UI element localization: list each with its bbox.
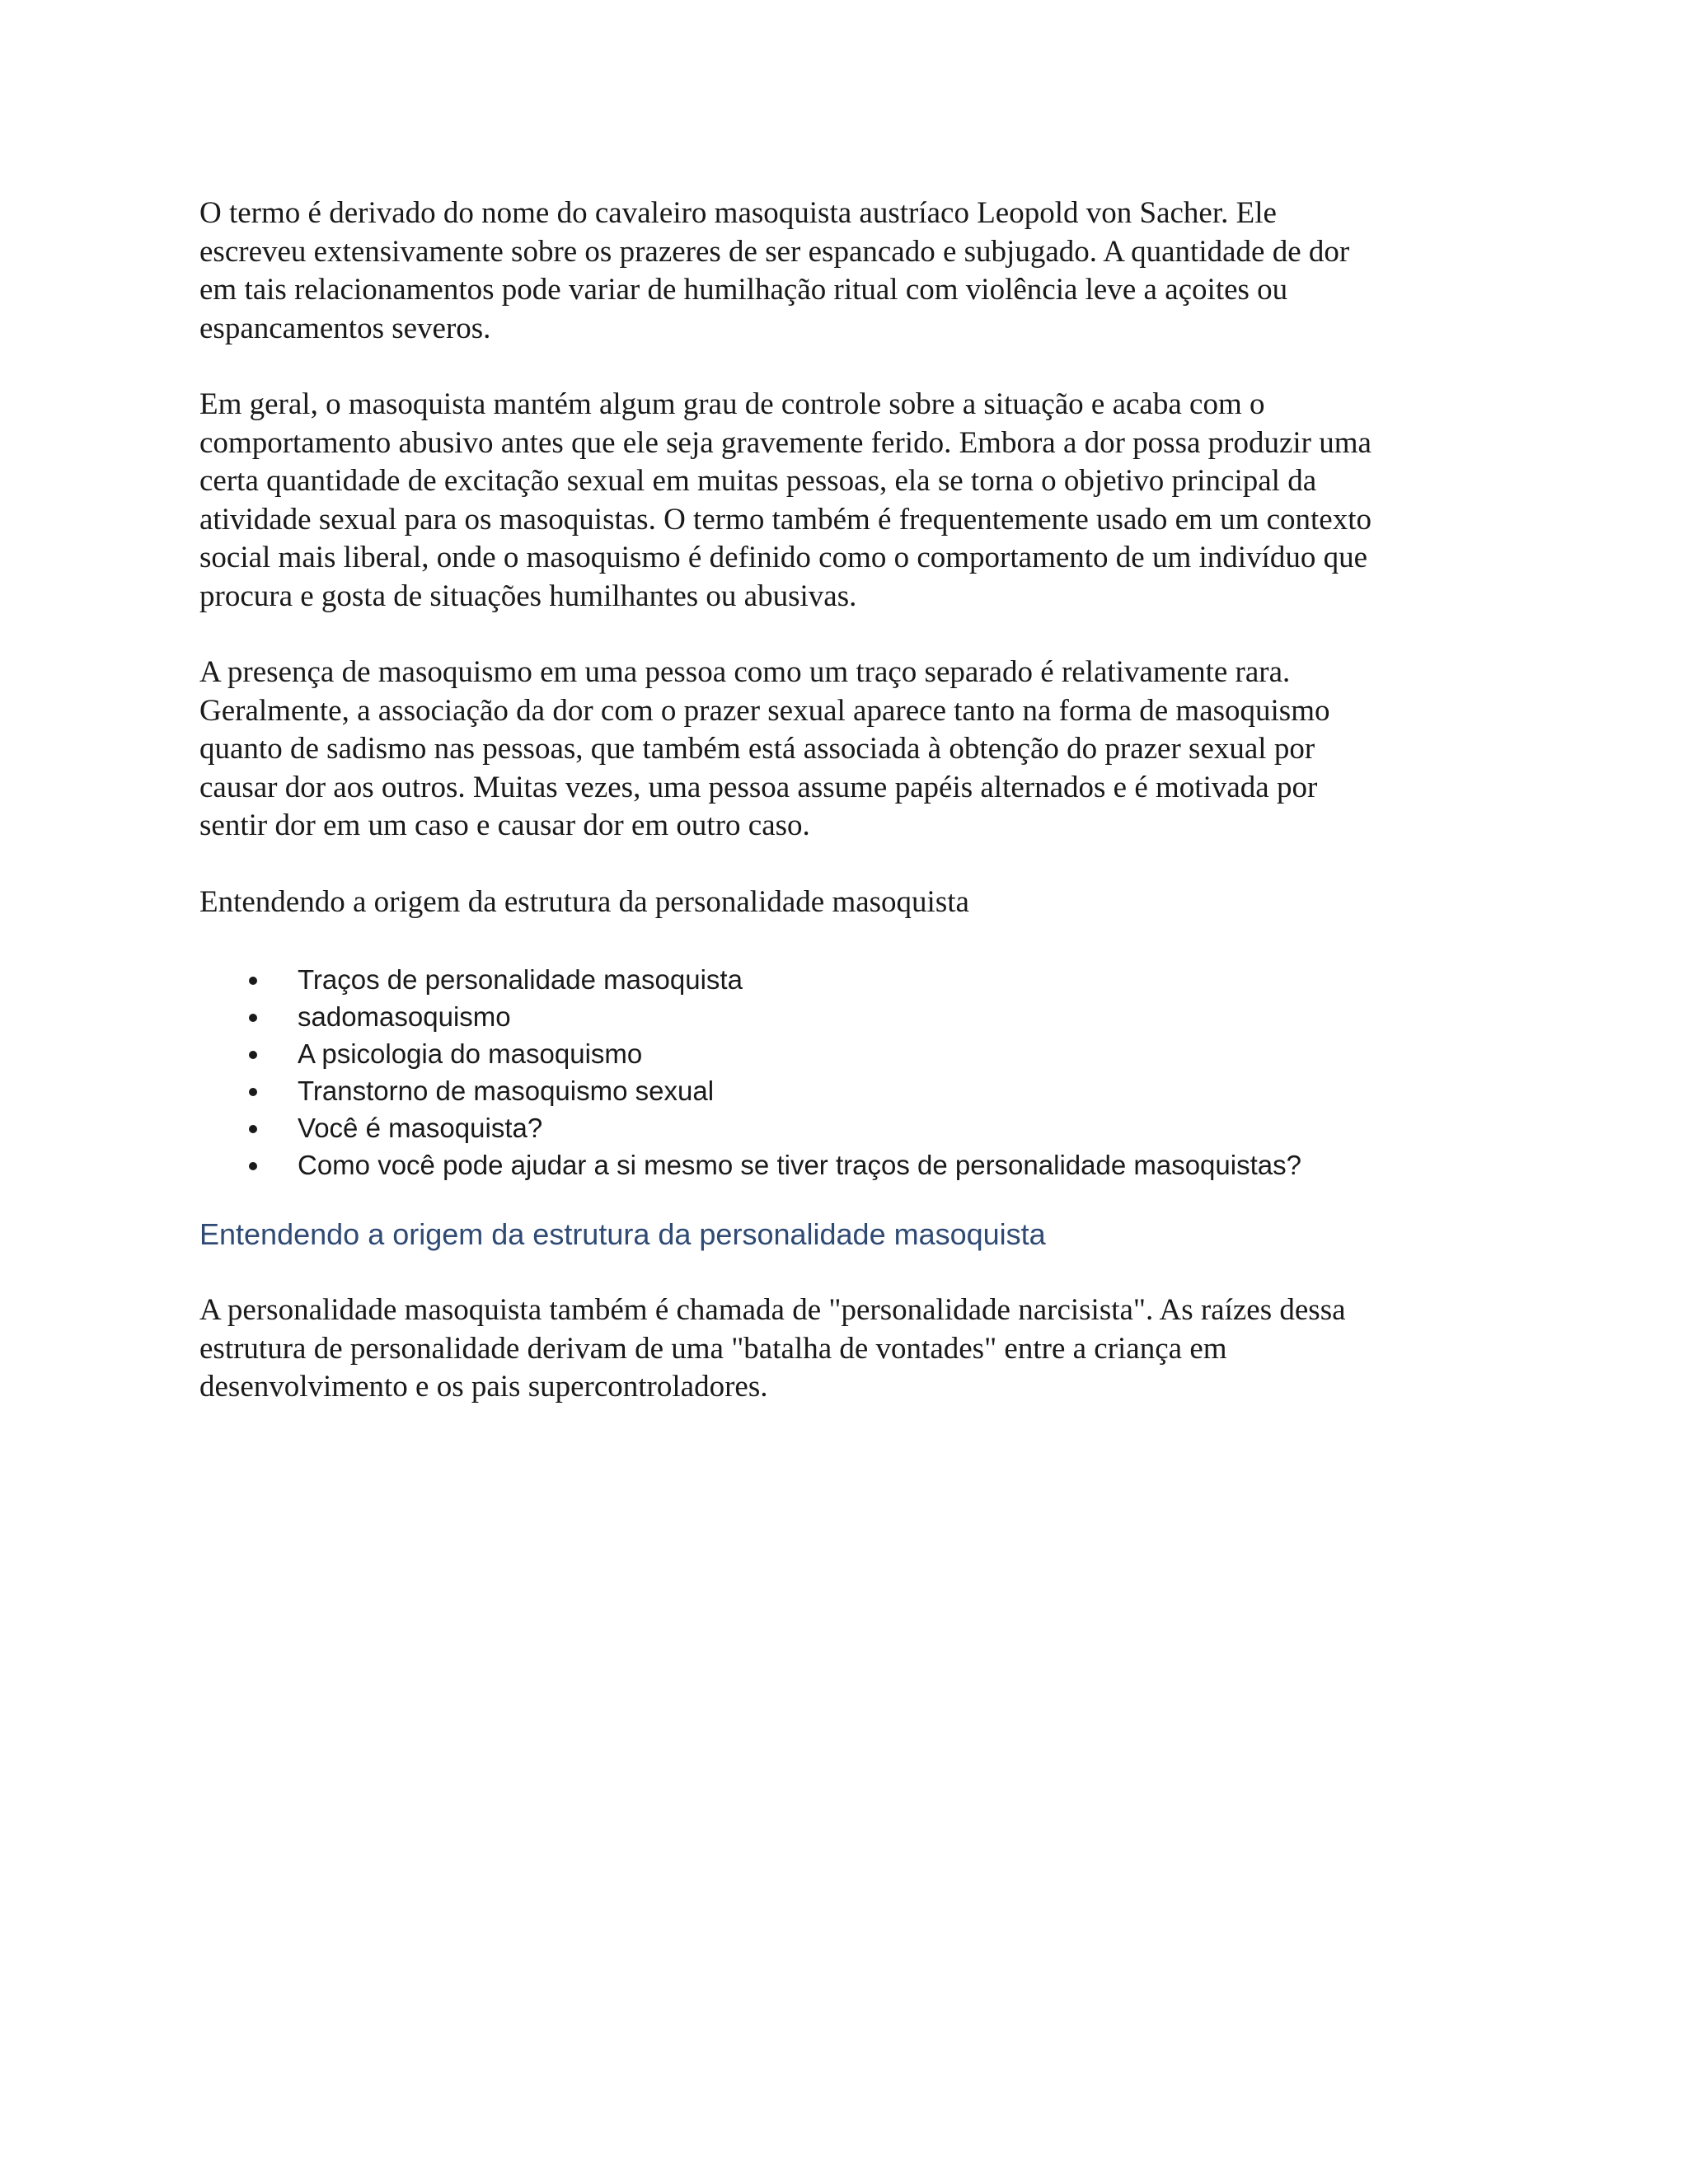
paragraph-control bbox=[199, 386, 1485, 616]
text-line: sentir dor em um caso e causar dor em outro caso. bbox=[199, 808, 810, 842]
text-line: social mais liberal, onde o masoquismo é definido como o comportamento de um indivíduo que bbox=[199, 541, 1368, 574]
text-line: causar dor aos outros. Muitas vezes, uma pessoa assume papéis alternados e é motivada por bbox=[199, 770, 1318, 804]
toc-item[interactable] bbox=[199, 1109, 1485, 1146]
toc-item[interactable] bbox=[199, 961, 1485, 998]
toc-item[interactable] bbox=[199, 1146, 1485, 1183]
paragraph-origin-of-term bbox=[199, 194, 1485, 348]
text-line: Geralmente, a associação da dor com o prazer sexual aparece tanto na forma de masoquismo bbox=[199, 693, 1330, 728]
bullet-icon bbox=[249, 1014, 257, 1022]
toc-item-label: sadomasoquismo bbox=[298, 1001, 511, 1032]
toc-item[interactable] bbox=[199, 998, 1485, 1035]
section-heading: Entendendo a origem da estrutura da personalidade masoquista bbox=[199, 1217, 1046, 1251]
text-line: em tais relacionamentos pode variar de humilhação ritual com violência leve a açoites ou bbox=[199, 273, 1288, 307]
bullet-icon bbox=[249, 1125, 257, 1133]
text-line: escreveu extensivamente sobre os prazeres de ser espancado e subjugado. A quantidade de dor bbox=[199, 234, 1350, 269]
text-line: desenvolvimento e os pais supercontroladores. bbox=[199, 1370, 768, 1404]
text-line: estrutura de personalidade derivam de uma "batalha de vontades" entre a criança em bbox=[199, 1331, 1227, 1366]
toc-item-label: A psicologia do masoquismo bbox=[298, 1038, 643, 1069]
text-line: atividade sexual para os masoquistas. O termo também é frequentemente usado em um contexto bbox=[199, 502, 1372, 537]
text-line: quanto de sadismo nas pessoas, que também está associada à obtenção do prazer sexual por bbox=[199, 732, 1315, 766]
toc-list bbox=[199, 961, 1485, 1183]
text-line: A presença de masoquismo em uma pessoa como um traço separado é relativamente rara. bbox=[199, 655, 1291, 689]
toc-item[interactable] bbox=[199, 1035, 1485, 1072]
toc-intro-text: Entendendo a origem da estrutura da personalidade masoquista bbox=[199, 884, 969, 919]
text-line: comportamento abusivo antes que ele seja gravemente ferido. Embora a dor possa produzir uma bbox=[199, 425, 1372, 460]
bullet-icon bbox=[249, 1051, 257, 1059]
text-line: A personalidade masoquista também é chamada de "personalidade narcisista". As raízes dessa bbox=[199, 1293, 1346, 1327]
bullet-icon bbox=[249, 1162, 257, 1170]
toc-item-label: Transtorno de masoquismo sexual bbox=[298, 1076, 715, 1106]
text-line: espancamentos severos. bbox=[199, 311, 491, 345]
toc-item[interactable] bbox=[199, 1072, 1485, 1109]
bullet-icon bbox=[249, 977, 257, 985]
text-line: procura e gosta de situações humilhantes ou abusivas. bbox=[199, 579, 857, 613]
text-line: certa quantidade de excitação sexual em muitas pessoas, ela se torna o objetivo principal da bbox=[199, 464, 1317, 498]
toc-item-label: Como você pode ajudar a si mesmo se tiver traços de personalidade masoquistas? bbox=[298, 1150, 1301, 1180]
toc-item-label: Você é masoquista? bbox=[298, 1113, 543, 1143]
paragraph-presence bbox=[199, 654, 1485, 846]
bullet-icon bbox=[249, 1088, 257, 1096]
toc-item-label: Traços de personalidade masoquista bbox=[298, 964, 743, 995]
toc-intro bbox=[199, 883, 1485, 922]
text-line: Em geral, o masoquista mantém algum grau de controle sobre a situação e acaba com o bbox=[199, 387, 1265, 421]
paragraph-narcissistic bbox=[199, 1291, 1485, 1407]
text-line: O termo é derivado do nome do cavaleiro masoquista austríaco Leopold von Sacher. Ele bbox=[199, 196, 1277, 230]
document-content bbox=[199, 194, 1485, 1407]
